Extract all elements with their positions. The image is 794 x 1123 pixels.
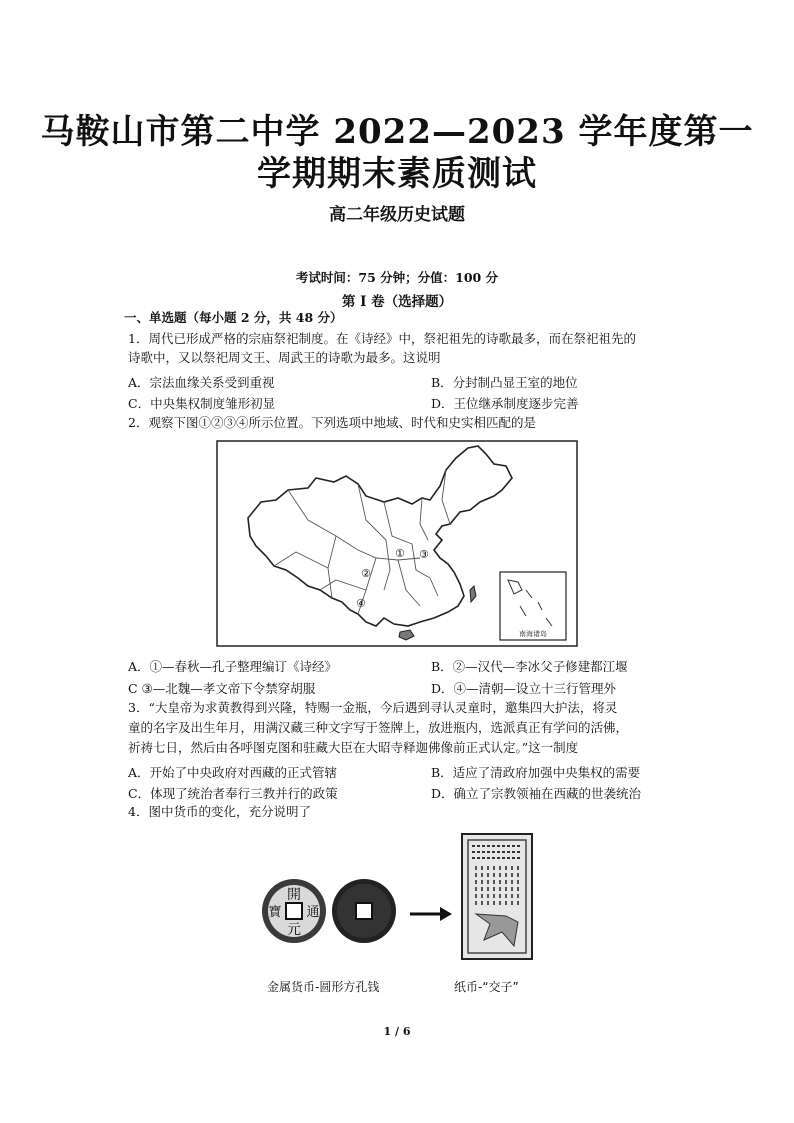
q1-stem-line-2: 诗歌中，又以祭祀周文王、周武王的诗歌为最多。这说明 xyxy=(128,350,441,365)
subtitle: 高二年级历史试题 xyxy=(329,205,465,225)
q2-option-d: D．④—清朝—设立十三行管理外 xyxy=(431,681,617,696)
jiaozi-banknote-image xyxy=(462,834,532,959)
volume-heading: 第 I 卷（选择题） xyxy=(341,294,453,310)
q1-stem-line-1: 1．周代已形成严格的宗庙祭祀制度。在《诗经》中，祭祀祖先的诗歌最多，而在祭祀祖先的 xyxy=(128,331,636,346)
coin-char-right: 通 xyxy=(306,905,320,920)
q4-stem: 4．图中货币的变化，充分说明了 xyxy=(128,804,311,819)
marker-2: ② xyxy=(361,567,371,580)
coin-char-top: 開 xyxy=(287,887,301,903)
coin-front-image xyxy=(262,879,326,943)
section-title: 一、单选题（每小题 2 分，共 48 分） xyxy=(124,310,343,325)
exam-info: 考试时间：75 分钟；分值：100 分 xyxy=(295,270,499,285)
coin-back-image xyxy=(332,879,396,943)
currency-figure xyxy=(258,832,558,982)
q2-option-c: C ③—北魏—孝文帝下令禁穿胡服 xyxy=(128,681,316,696)
q3-stem-line-3: 祈祷七日，然后由各呼图克图和驻藏大臣在大昭寺释迦佛像前正式认定。”这一制度 xyxy=(128,740,579,755)
q2-option-b: B．②—汉代—李冰父子修建都江堰 xyxy=(431,659,628,674)
page-number: 1 / 6 xyxy=(383,1025,411,1038)
arrow-icon xyxy=(410,907,452,921)
q1-option-a: A．宗法血缘关系受到重视 xyxy=(128,375,275,390)
coin-char-bottom: 元 xyxy=(287,922,301,938)
coin-char-left: 寶 xyxy=(268,905,282,920)
banknote-caption: 纸币-“交子” xyxy=(454,980,519,994)
marker-1: ① xyxy=(395,547,405,560)
q2-option-a: A．①—春秋—孔子整理编订《诗经》 xyxy=(128,659,338,674)
marker-4: ④ xyxy=(356,597,366,610)
q3-option-d: D．确立了宗教领袖在西藏的世袭统治 xyxy=(431,786,642,801)
q3-stem-line-1: 3．“大皇帝为求黄教得到兴隆，特赐一金瓶，今后遇到寻认灵童时，邀集四大护法，将灵 xyxy=(128,700,618,715)
title-line-2: 学期期末素质测试 xyxy=(257,154,537,194)
q3-option-c: C．体现了统治者奉行三教并行的政策 xyxy=(128,786,338,801)
q3-stem-line-2: 童的名字及出生年月，用满汉藏三种文字写于签牌上，放进瓶内，选派真正有学问的活佛， xyxy=(128,720,629,735)
q3-option-a: A．开始了中央政府对西藏的正式管辖 xyxy=(128,765,338,780)
q1-option-b: B．分封制凸显王室的地位 xyxy=(431,375,578,390)
q2-stem: 2．观察下图①②③④所示位置。下列选项中地域、时代和史实相匹配的是 xyxy=(128,415,536,430)
q1-option-d: D．王位继承制度逐步完善 xyxy=(431,396,579,411)
q3-option-b: B．适应了清政府加强中央集权的需要 xyxy=(431,765,641,780)
q1-option-c: C．中央集权制度雏形初显 xyxy=(128,396,276,411)
inset-label: 南海诸岛 xyxy=(519,630,547,638)
china-map-figure xyxy=(216,440,578,647)
inset-box xyxy=(500,572,566,640)
coin-caption: 金属货币-圆形方孔钱 xyxy=(267,980,380,994)
title-line-1: 马鞍山市第二中学 2022—2023 学年度第一 xyxy=(40,112,754,152)
marker-3: ③ xyxy=(419,548,429,561)
